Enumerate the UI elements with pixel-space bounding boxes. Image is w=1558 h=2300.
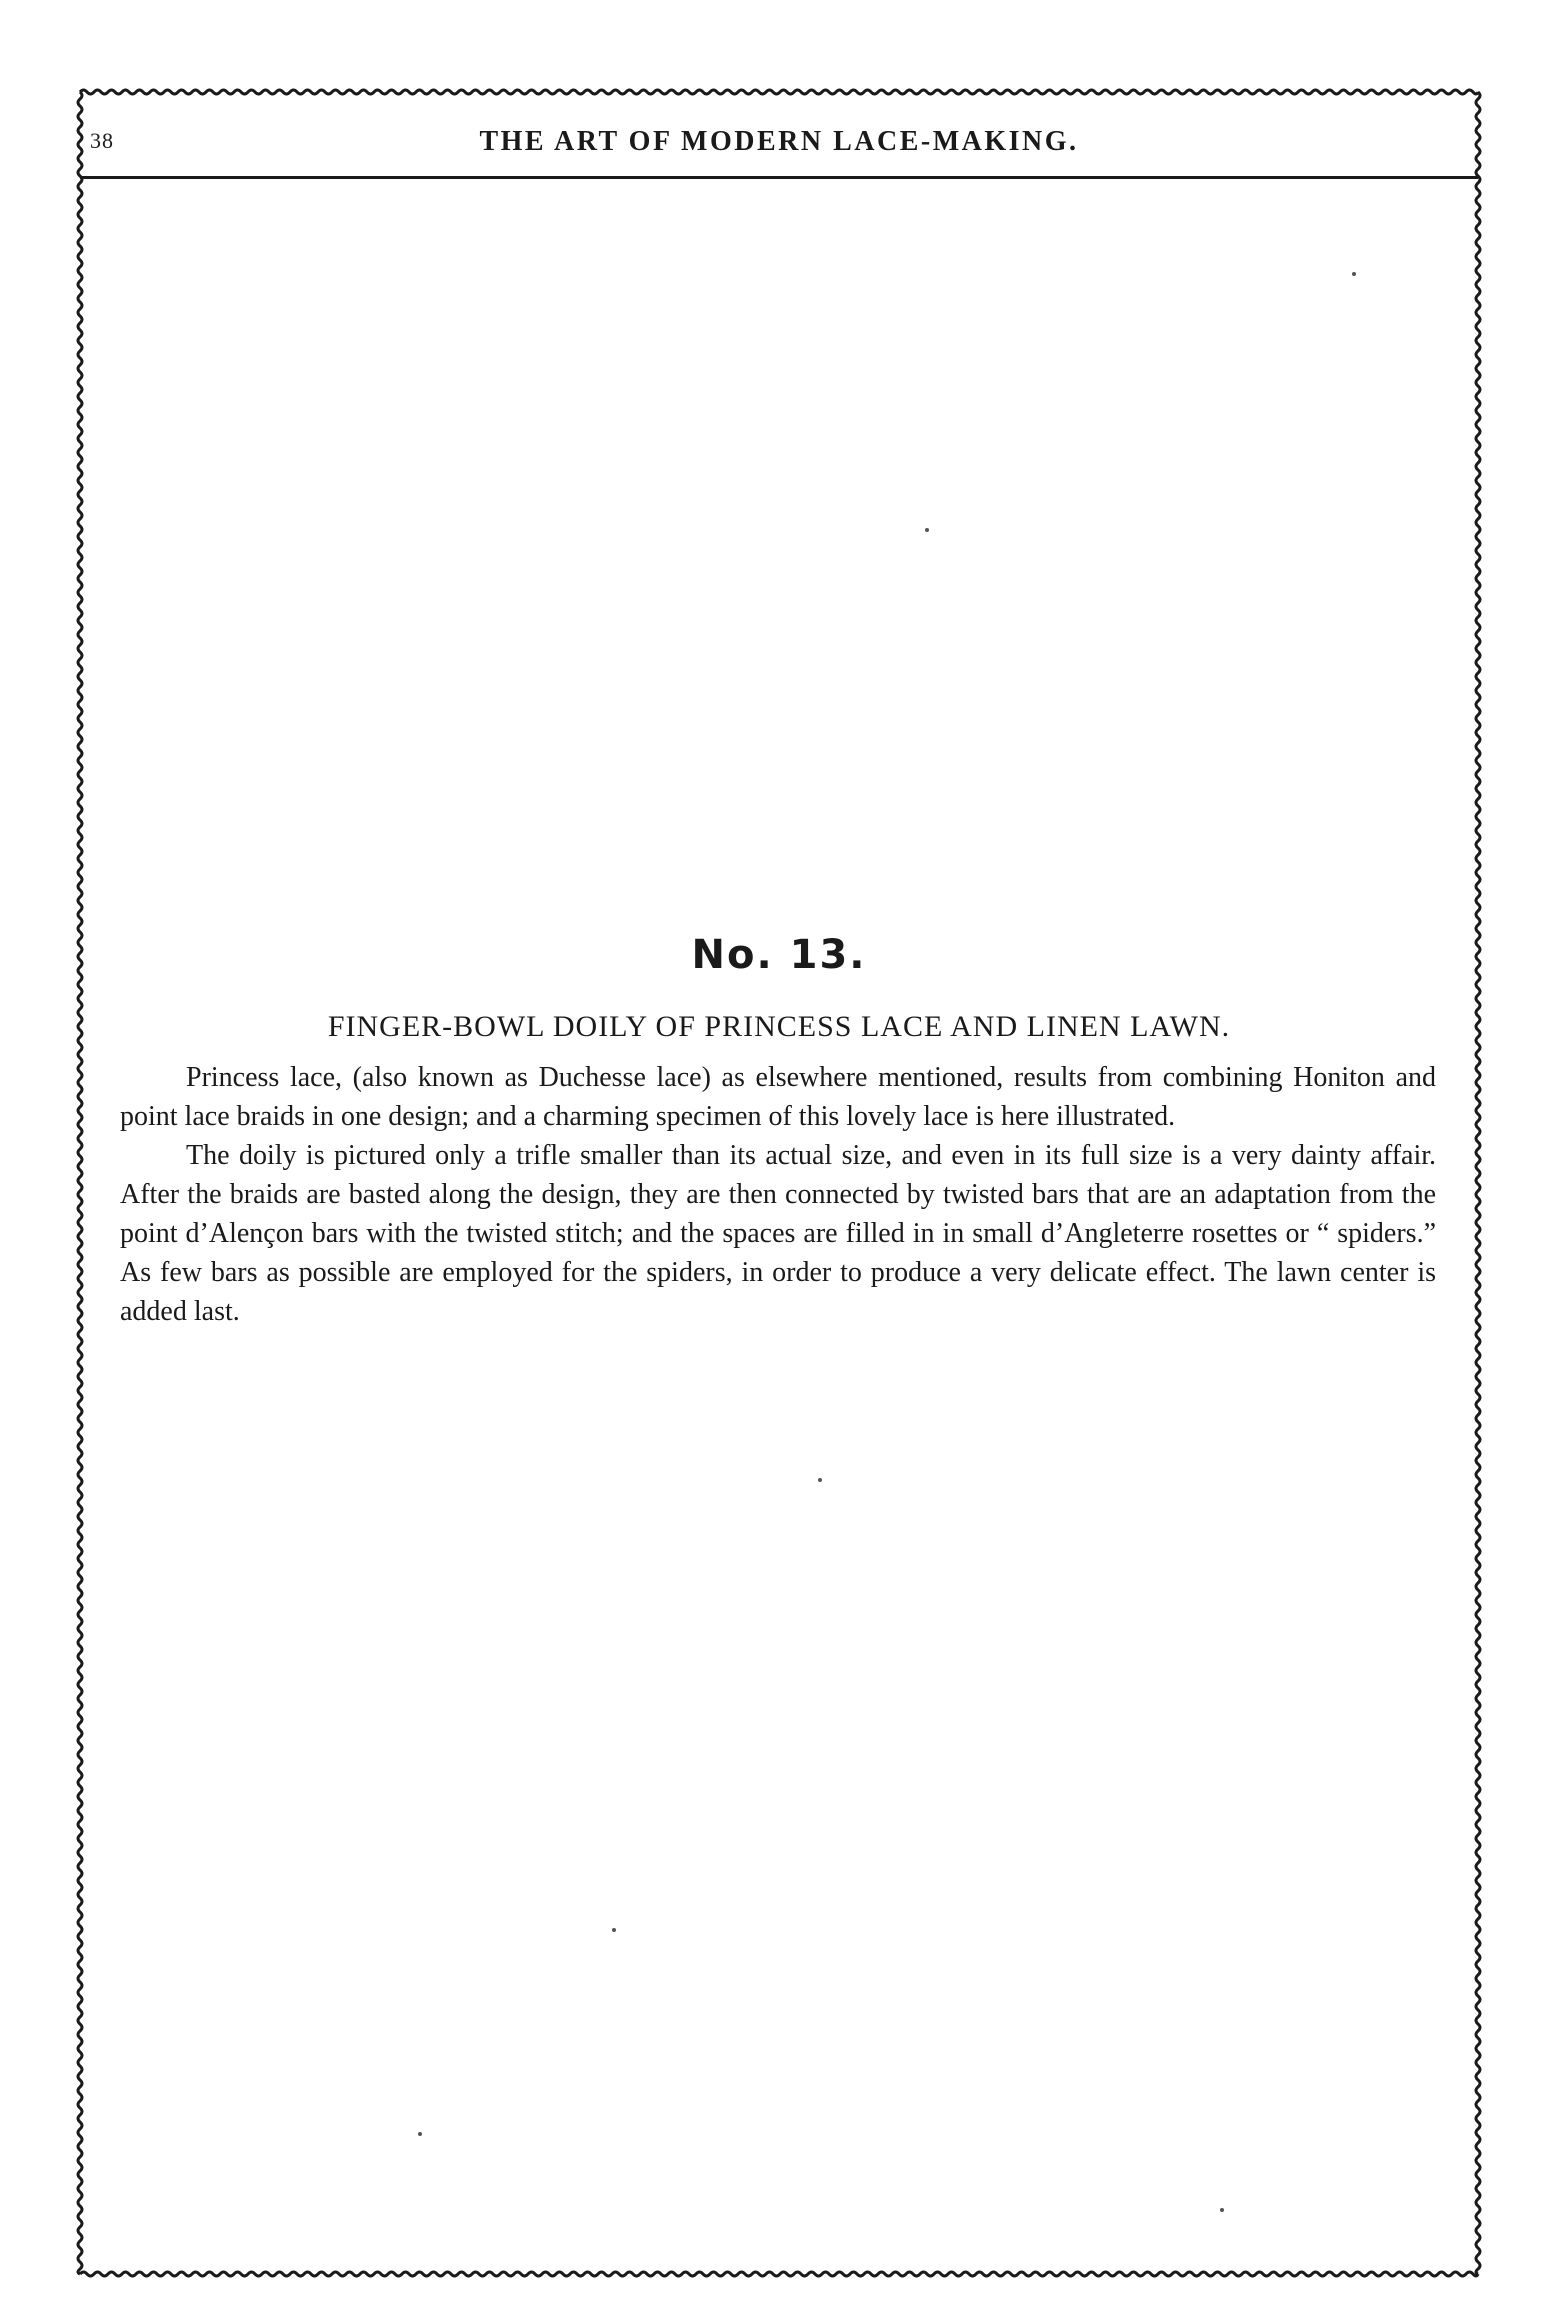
print-speck: [1352, 272, 1356, 276]
running-title: THE ART OF MODERN LACE-MAKING.: [479, 126, 1079, 157]
pattern-description: [120, 1058, 1436, 1331]
print-speck: [1220, 2208, 1224, 2212]
print-speck: [818, 1478, 822, 1482]
paragraph: Princess lace, (also known as Duchesse lace) as elsewhere mentioned, results from combining Honiton and point lace braids in one design; and a charming specimen of this lovely lace is here illustrated.: [120, 1062, 1436, 1132]
print-speck: [612, 1928, 616, 1932]
print-speck: [418, 2132, 422, 2136]
paragraph: The doily is pictured only a trifle smaller than its actual size, and even in its full size is a very dainty affair. After the braids are basted along the design, they are then connected by twisted bars that are an adaptation from the point d’Alençon bars with the twisted stitch; and the spaces are filled in in small d’Angleterre rosettes or “ spiders.” As few bars as possible are employed for the spiders, in order to produce a very delicate effect. The lawn center is added last.: [120, 1140, 1436, 1327]
pattern-title: FINGER-BOWL DOILY OF PRINCESS LACE AND LINEN LAWN.: [327, 1010, 1231, 1043]
header-rule: [80, 176, 1478, 179]
pattern-number: No. 13.: [691, 932, 867, 978]
page-header: [80, 118, 1478, 164]
print-speck: [925, 528, 929, 532]
page-number: 38: [90, 128, 114, 153]
